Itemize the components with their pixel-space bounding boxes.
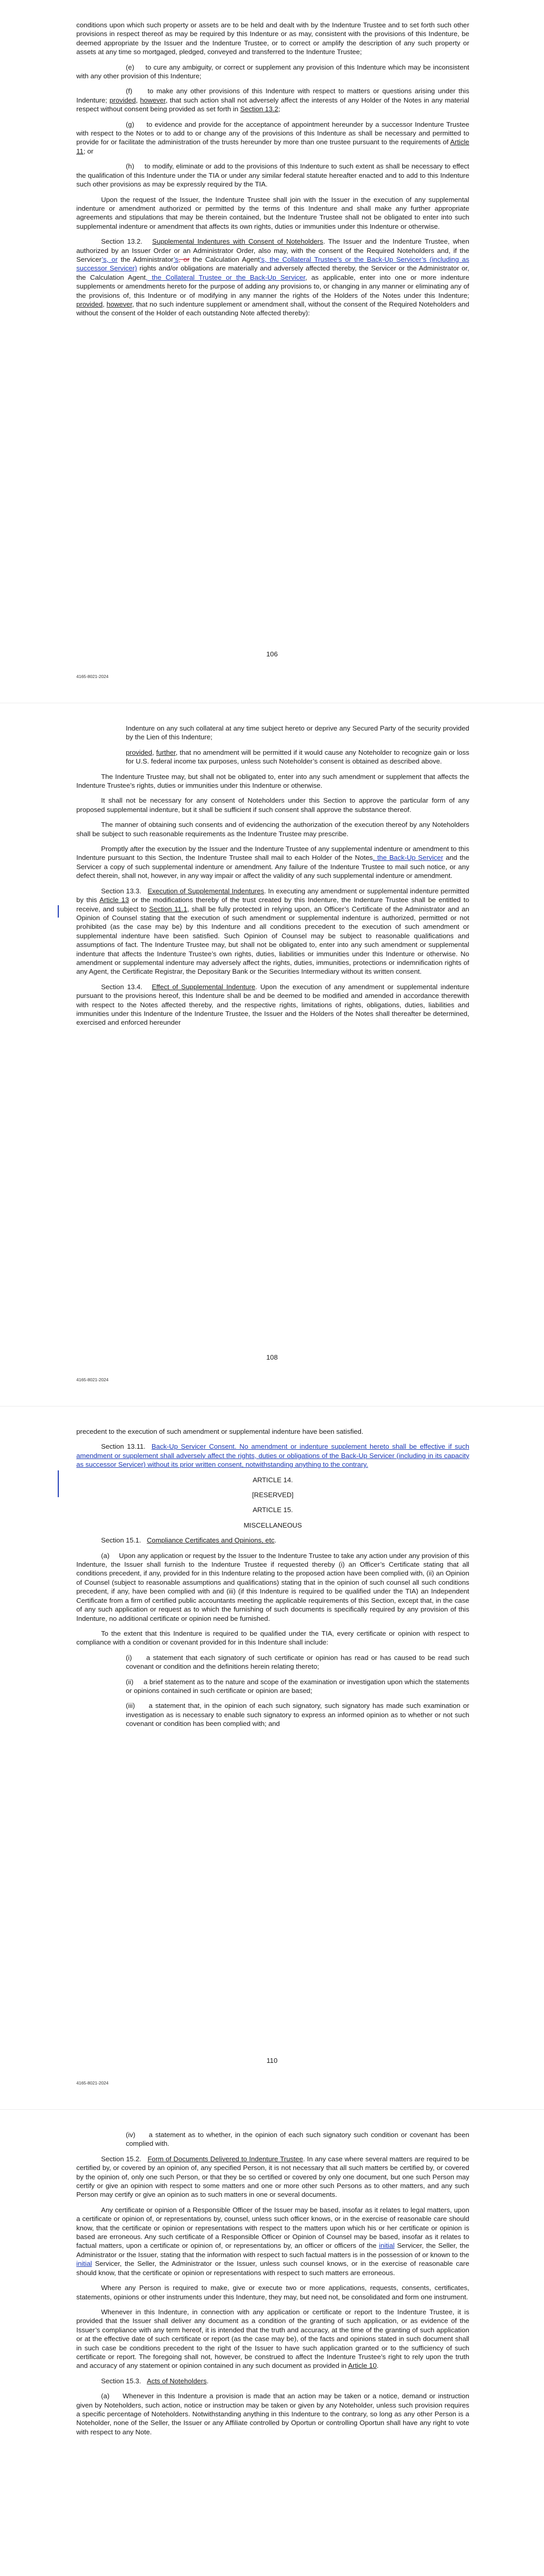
paragraph [76, 1653, 469, 1671]
page-number: 106 [266, 650, 278, 658]
text-run: MISCELLANEOUS [243, 1521, 302, 1529]
text-run: [RESERVED] [252, 1491, 294, 1499]
text-run: . The Issuer and the Indenture Trustee, when authorized by an Issuer Order or an Administrator Order, also may, with the consent of the Required Noteholders and, if the Servicer [76, 238, 469, 263]
text-run: Servicer, the Seller, the Administrator or the Issuer, stating that the information with respect to such factual matters is in the possession of or known to the [76, 2242, 469, 2259]
text-run: Any certificate or opinion of a Responsible Officer of the Issuer may be based, insofar as it relates to legal matters, upon a certificate or opinion of, or representations by, counsel, unless such officer knows, or in the exercise of reasonable care should know, that the certificate or opinion or representations with respect to the matters upon which his or her certificate or opinion is based are erroneous. Any such certificate of a Responsible Officer or Opinion of Counsel may be based, insofar as it relates to factual matters, upon a certificate or opinion of, or representations by, an officer or officers of the [76, 2206, 469, 2250]
text-run: and the Servicer a copy of such supplemental indenture or amendment. Any failure of the Indenture Trustee to mail such notice, or any defect therein, shall not, however, in any way impair or affect the validity of any such supplemental indenture or amendment. [76, 854, 469, 880]
paragraph [76, 1442, 469, 1469]
text-run: , [136, 96, 140, 104]
paragraph [76, 1427, 469, 1436]
paragraph [76, 120, 469, 156]
paragraph [76, 195, 469, 231]
paragraph [76, 1521, 469, 1530]
text-run: (ii) a brief statement as to the nature and scope of the examination or investigation upon which the statements or opinions contained in such certificate or opinion are based; [126, 1677, 469, 1694]
paragraph [76, 2377, 469, 2385]
text-run: , that such action shall not adversely affect the interests of any Holder of the Notes in any material respect without consent being provided as set forth in [76, 96, 470, 113]
text-run: , as applicable, enter into one or more indenture supplements or amendments hereto for the purpose of adding any provisions to, or changing in any manner or eliminating any of the provisions of, this Indenture or of modifying in any manner the rights of the Holders of the Notes under this Indenture; [76, 273, 469, 299]
text-run: (g) to evidence and provide for the acceptance of appointment hereunder by a successor Indenture Trustee with respect to the Notes or to add to or change any of the provisions of this Indenture as shall be necessary and permitted to provide for or facilitate the administration of the trusts hereunder by more than one trustee pursuant to the requirements of [76, 120, 469, 146]
paragraph [76, 2392, 469, 2436]
paragraph [76, 820, 469, 838]
text-run: (h) to modify, eliminate or add to the provisions of this Indenture to such extent as shall be necessary to effect the qualification of this Indenture under the TIA or under any similar federal statute hereafter enacted and to add to this Indenture such other provisions as may be expressly required by the TIA. [76, 162, 469, 189]
inserted-text: ’s, or [102, 255, 118, 263]
document-id-footer: 4165-8021-2024 [76, 2080, 109, 2086]
paragraph [76, 724, 469, 742]
underlined-text: Execution of Supplemental Indentures [147, 887, 265, 895]
paragraph [76, 1476, 469, 1484]
paragraph [76, 772, 469, 790]
underlined-text: however [106, 300, 133, 308]
text-run: or the modifications thereby of the trust created by this Indenture, the Indenture Trustee shall be entitled to receive, and subject to [76, 896, 469, 913]
text-run: conditions upon which such property or assets are to be held and dealt with by the Indenture Trustee and to set forth such other provisions in respect thereof as may be required by this Indenture or as may, consistent with the provisions of this Indenture, be deemed appropriate by the Issuer and the Indenture Trustee, or to correct or amplify the description of any such property or assets at any time so mortgaged, pledged, conveyed and transferred to the Indenture Trustee; [76, 21, 469, 56]
text-run: Section 13.4. [101, 982, 152, 991]
paragraph [76, 162, 469, 189]
underlined-text: further [156, 748, 176, 756]
text-run: (e) to cure any ambiguity, or correct or supplement any provision of this Indenture which may be inconsistent with any other provision of this Indenture; [76, 63, 469, 80]
underlined-text: Article 11 [76, 138, 469, 155]
page-body [76, 21, 469, 324]
text-run: . [376, 2362, 379, 2370]
text-run: Section 15.2. [101, 2155, 148, 2163]
text-run: Servicer, the Seller, the Administrator or the Issuer, unless such counsel knows, or in the exercise of reasonable care should know, that the certificate or opinion or representations with respect to such matters are erroneous. [76, 2260, 469, 2277]
change-bar [58, 1470, 59, 1497]
text-run: Whenever in this Indenture, in connection with any application or certificate or report to the Indenture Trustee, it is provided that the Issuer shall deliver any document as a condition of the granting of such application, or as evidence of the Issuer’s compliance with any term hereof, it is intended that the truth and accuracy, at the time of the granting of such application or at the effective date of such certificate or report (as the case may be), of the facts and opinions stated in such document shall in such case be conditions precedent to the right of the Issuer to have such application granted or to the sufficiency of such certificate or report. The foregoing shall not, however, be construed to affect the Indenture Trustee’s right to rely upon the truth and accuracy of any statement or opinion contained in any such document as provided in [76, 2308, 469, 2370]
text-run: The Indenture Trustee may, but shall not be obligated to, enter into any such amendment or supplement that affects the Indenture Trustee’s rights, duties or immunities under this Indenture or otherwise. [76, 772, 469, 790]
underlined-text: provided [109, 96, 136, 104]
underlined-text: Acts of Noteholders [146, 2377, 207, 2385]
text-run: ; [278, 105, 281, 113]
paragraph [76, 748, 469, 766]
paragraph [76, 1505, 469, 1514]
inserted-text: ’s [173, 255, 179, 263]
underlined-text: however [140, 96, 166, 104]
text-run: Section 15.1. [101, 1536, 147, 1545]
page-body [76, 1427, 469, 1735]
page-number: 110 [266, 2057, 278, 2064]
paragraph [76, 87, 469, 113]
document-page [0, 703, 544, 1406]
paragraph [76, 237, 469, 318]
text-run: Section 15.3. [101, 2377, 147, 2385]
paragraph [76, 1536, 469, 1545]
paragraph [76, 982, 469, 1027]
page-number: 108 [266, 1353, 278, 1361]
text-run: . [206, 2377, 209, 2385]
text-run: (iv) a statement as to whether, in the opinion of each such signatory such condition or covenant has been complied with. [126, 2131, 469, 2148]
document-id-footer: 4165-8021-2024 [76, 1377, 109, 1382]
text-run: rights and/or obligations are materially and adversely affected thereby, the Servicer or the Administrator or, the Calculation Agent [76, 264, 469, 281]
text-run: It shall not be necessary for any consent of Noteholders under this Section to approve the particular form of any proposed supplemental indenture, but it shall be sufficient if such consent shall approve the substance thereof. [76, 796, 469, 814]
underlined-text: Article 13 [99, 896, 129, 904]
document-page [0, 1406, 544, 2110]
paragraph [76, 21, 469, 57]
text-run: . [274, 1536, 276, 1545]
text-run: (a) Whenever in this Indenture a provision is made that an action may be taken or a notice, demand or instruction given by Noteholders, such action, notice or instruction may be taken or given by any Noteholder, unless such provision requires a specific percentage of Noteholders. Notwithstanding anything in this Indenture to the contrary, so long as any other Person is a Noteholder, none of the Seller, the Issuer or any Affiliate controlled by Oportun or controlling Oportun shall have any right to vote with respect to any Note. [76, 2392, 469, 2436]
text-run: To the extent that this Indenture is required to be qualified under the TIA, every certificate or opinion with respect to compliance with a condition or covenant provided for in this Indenture shall include: [76, 1629, 469, 1647]
text-run: precedent to the execution of such amendment or supplemental indenture have been satisfied. [76, 1428, 364, 1435]
document-page [0, 0, 544, 703]
text-run: Promptly after the execution by the Issuer and the Indenture Trustee of any supplemental indenture or amendment to this Indenture pursuant to this Section, the Indenture Trustee shall mail to each Holder of the Notes [76, 845, 469, 862]
page-body [76, 2130, 469, 2443]
paragraph [76, 1551, 469, 1623]
underlined-text: Effect of Supplemental Indenture [152, 982, 256, 991]
text-run: (f) to make any other provisions of this Indenture with respect to matters or questions arising under this Indenture; [76, 87, 469, 104]
text-run: . In any case where several matters are required to be certified by, or covered by an opinion of, any specified Person, it is not necessary that all such matters be certified by, or covered by the opinion of, only one such Person, or that they be so certified or covered by only one document, but one such Person may certify or give an opinion with respect to some matters and one or more other such Persons as to other matters, and any such Person may certify or give an opinion as to such matters in one or several documents. [76, 2155, 469, 2199]
document-page [0, 2110, 544, 2576]
inserted-text: . No amendment or indenture supplement hereto shall be effective if such amendment or supplement shall adversely affect the rights, duties or obligations of the Back-Up Servicer (including in its capacity as successor Servicer) without its prior written consent, notwithstanding anything to the contrary. [76, 1443, 469, 1469]
underlined-text: provided [76, 300, 103, 308]
paragraph [76, 2283, 469, 2301]
underlined-text: Section 11.1 [149, 905, 188, 913]
paragraph [76, 1701, 469, 1728]
text-run: , [103, 300, 107, 308]
text-run: ; or [83, 147, 94, 155]
underlined-text: Section 13.2 [240, 105, 278, 113]
text-run: ARTICLE 14. [252, 1476, 293, 1484]
text-run: , that no such indenture supplement or amendment shall, without the consent of the Required Noteholders and without the consent of the Holder of each outstanding Note affected thereby): [76, 300, 469, 317]
text-run: Section 13.3. [101, 887, 148, 895]
paragraph [76, 1629, 469, 1647]
document-id-footer: 4165-8021-2024 [76, 674, 109, 679]
text-run: . Upon the execution of any amendment or supplemental indenture pursuant to the provisions hereof, this Indenture shall be and be deemed to be modified and amended in accordance therewith with respect to the Notes affected thereby, and the respective rights, limitations of rights, obligations, duties, liabilities and immunities under this Indenture of the Indenture Trustee, the Issuer and the Holders of the Notes shall thereafter be determined, exercised and enforced hereunder [76, 982, 469, 1027]
page-body [76, 724, 469, 1033]
text-run: , [152, 748, 156, 756]
underlined-text: Article 10 [348, 2362, 377, 2370]
text-run: the Calculation Agent [189, 255, 260, 263]
change-bar [58, 905, 59, 918]
paragraph [76, 796, 469, 814]
inserted-text: , the Collateral Trustee or the Back-Up Servicer [145, 273, 305, 281]
paragraph [76, 63, 469, 81]
text-run: The manner of obtaining such consents and of evidencing the authorization of the execution thereof by any Noteholders shall be subject to such reasonable requirements as the Indenture Trustee may prescribe. [76, 821, 469, 838]
paragraph [76, 1490, 469, 1499]
underlined-text: Compliance Certificates and Opinions, etc [146, 1536, 275, 1545]
paragraph [76, 2308, 469, 2370]
text-run: the Administrator [118, 255, 174, 263]
paragraph [76, 887, 469, 976]
inserted-text: ’s, the Collateral Trustee’s or the Back-Up Servicer’s (including as successor Servicer) [76, 255, 469, 273]
text-run: ARTICLE 15. [252, 1506, 293, 1514]
underlined-text: provided [126, 748, 153, 756]
text-run: Indenture on any such collateral at any time subject hereto or deprive any Secured Party of the security provided by the Lien of this Indenture; [126, 724, 469, 741]
text-run: (iii) a statement that, in the opinion of each such signatory, such signatory has made such examination or investigation as is necessary to enable such signatory to express an informed opinion as to whether or not such covenant or condition has been complied with; and [126, 1702, 469, 1728]
text-run: , shall be fully protected in relying upon, an Officer’s Certificate of the Administrator and an Opinion of Counsel stating that the execution of such amendment or supplemental indenture is authorized, permitted or not prohibited (as the case may be) by this Indenture and all conditions precedent to the execution of such amendment or supplemental indenture have been satisfied. Such Opinion of Counsel may be subject to reasonable qualifications and assumptions of fact. The Indenture Trustee may, but shall not be obligated to, enter into any such amendment or supplemental indenture that affects the Indenture Trustee’s own rights, duties, liabilities or immunities under this Indenture or otherwise. No amendment or supplemental indenture may adversely affect the rights, duties, immunities, protections or indemnification rights of any Agent, the Certificate Registrar, the Depositary Bank or the Securities Intermediary without its written consent. [76, 905, 470, 976]
underlined-text: Supplemental Indentures with Consent of Noteholders [152, 238, 323, 246]
text-run: Section 13.11. [101, 1443, 152, 1451]
text-run: , that no amendment will be permitted if it would cause any Noteholder to recognize gain or loss for U.S. federal income tax purposes, unless such Noteholder’s consent is obtained as described above. [126, 748, 469, 766]
deleted-text: , or [178, 255, 190, 263]
text-run: (a) Upon any application or request by the Issuer to the Indenture Trustee to take any action under any provision of this Indenture, the Issuer shall furnish to the Indenture Trustee if requested thereby (i) an Officer’s Certificate stating that all conditions precedent, if any, provided for in this Indenture relating to the proposed action have been complied with, (ii) an Opinion of Counsel (subject to reasonable assumptions and qualifications) stating that in the opinion of such counsel all such conditions precedent, if any, have been complied with and (iii) (if this Indenture is required to be qualified under the TIA) an Independent Certificate from a firm of certified public accountants meeting the applicable requirements of this Section, except that, in the case of any such application or request as to which the furnishing of such documents is specifically required by any provision of this Indenture, no additional certificate or opinion need be furnished. [76, 1551, 470, 1622]
text-run: (i) a statement that each signatory of such certificate or opinion has read or has caused to be read such covenant or condition and the definitions herein relating thereto; [126, 1653, 469, 1671]
text-run: Where any Person is required to make, give or execute two or more applications, requests, consents, certificates, statements, opinions or other instruments under this Indenture, they may, but need not, be consolidated and form one instrument. [76, 2284, 469, 2301]
text-run: Upon the request of the Issuer, the Indenture Trustee shall join with the Issuer in the execution of any supplemental indenture or amendment authorized or permitted by the terms of this Indenture and shall make any further appropriate agreements and stipulations that may be therein contained, but the Indenture Trustee shall not be obligated to enter into such supplemental indenture or amendment that affects its own rights, duties or immunities under this Indenture or otherwise. [76, 195, 469, 230]
inserted-text: Back-Up Servicer Consent [151, 1443, 235, 1451]
text-run: . In executing any amendment or supplemental indenture permitted by this [76, 887, 469, 904]
paragraph [76, 2130, 469, 2148]
inserted-text: , the Back-Up Servicer [373, 854, 443, 862]
text-run: Section 13.2. [101, 238, 153, 246]
paragraph [76, 844, 469, 880]
paragraph [76, 1677, 469, 1696]
paragraph [76, 2155, 469, 2199]
inserted-text: initial [76, 2260, 92, 2268]
paragraph [76, 2206, 469, 2277]
underlined-text: Form of Documents Delivered to Indenture Trustee [147, 2155, 303, 2163]
inserted-text: initial [378, 2242, 395, 2250]
